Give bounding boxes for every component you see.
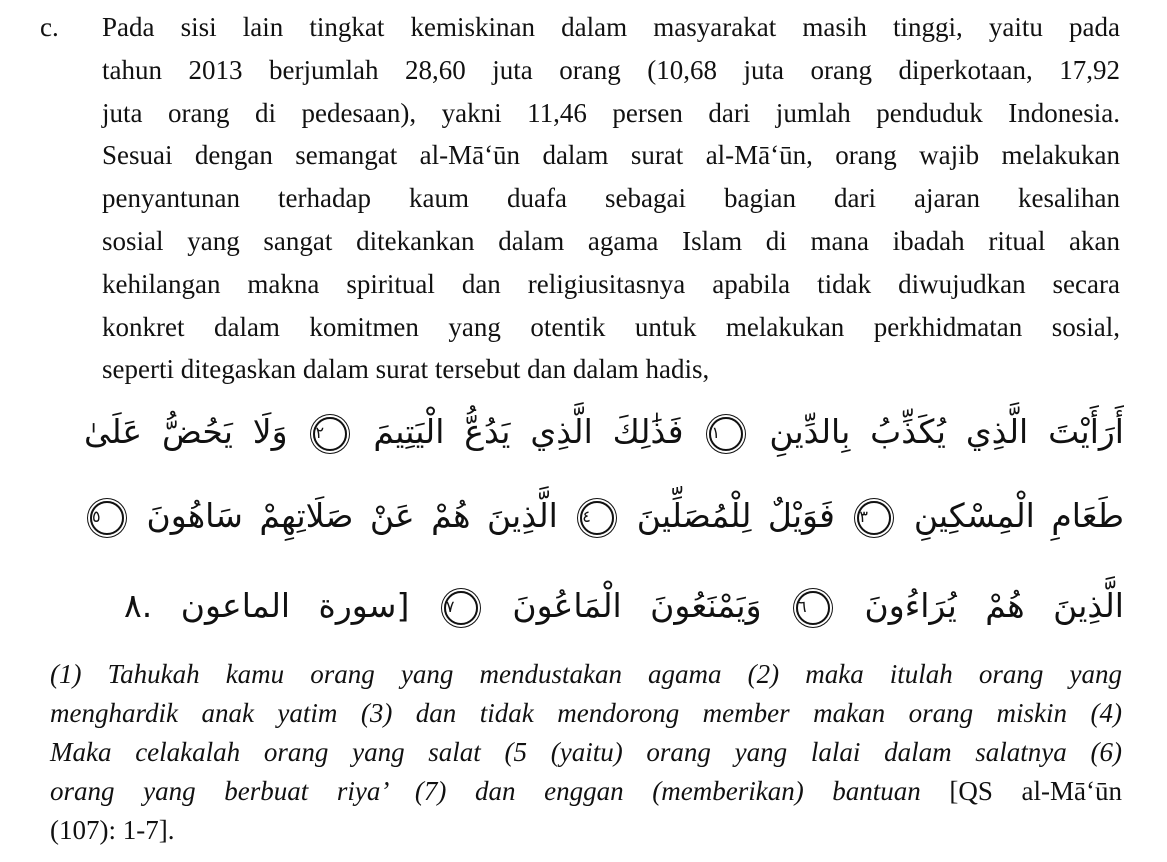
arabic-verse-text: طَعَامِ الْمِسْكِينِ [913, 496, 1124, 535]
translation-line: (1) Tahukah kamu orang yang mendustakan agama (2) maka itulah orang yang [50, 659, 1122, 689]
arabic-verse-text: الَّذِينَ هُمْ يُرَاءُونَ [864, 586, 1124, 625]
ayah-number-marker: ٧ [444, 591, 478, 625]
translation-line: Maka celakalah orang yang salat (5 (yaitu) orang yang lalai dalam salatnya (6) [50, 737, 1122, 767]
citation-reference: (107): 1-7]. [50, 815, 175, 845]
quran-verse-row [124, 566, 1124, 646]
ayah-number-marker: ٥ [90, 501, 124, 535]
arabic-verse-text: أَرَأَيْتَ الَّذِي يُكَذِّبُ بِالدِّينِ [769, 412, 1124, 451]
arabic-verse-text: الَّذِينَ هُمْ عَنْ صَلَاتِهِمْ سَاهُونَ [146, 496, 558, 535]
ayah-number-marker: ٣ [857, 501, 891, 535]
arabic-verse-text: فَذَٰلِكَ الَّذِي يَدُعُّ الْيَتِيمَ [373, 412, 684, 451]
list-item-marker: c. [40, 12, 59, 42]
ayah-number-marker: ٦ [796, 591, 830, 625]
translation-paragraph [50, 655, 1122, 850]
translation-line-text: orang yang berbuat riya’ (7) dan enggan (memberikan) bantuan [50, 776, 921, 806]
paragraph-line: Sesuai dengan semangat al-Mā‘ūn dalam surat al-Mā‘ūn, orang wajib melakukan [102, 140, 1120, 171]
translation-line [50, 772, 1122, 811]
paragraph-line: sosial yang sangat ditekankan dalam agama Islam di mana ibadah ritual akan [102, 225, 1120, 256]
paragraph-line: tahun 2013 berjumlah 28,60 juta orang (10,68 juta orang diperkotaan, 17,92 [102, 54, 1120, 85]
arabic-verse-text: فَوَيْلٌ لِلْمُصَلِّينَ [636, 496, 835, 535]
translation-line: menghardik anak yatim (3) dan tidak mendorong member makan orang miskin (4) [50, 698, 1122, 728]
body-paragraph [102, 6, 1120, 391]
surah-citation-arabic: [سورة الماعون .٨ [124, 586, 410, 625]
paragraph-line: penyantunan terhadap kaum duafa sebagai bagian dari ajaran kesalihan [102, 183, 1120, 214]
paragraph-line: kehilangan makna spiritual dan religiusitasnya apabila tidak diwujudkan secara [102, 268, 1120, 299]
ayah-number-marker: ١ [709, 417, 743, 451]
quran-verse-row [84, 392, 1124, 472]
citation-reference: [QS al-Mā‘ūn [949, 776, 1123, 806]
arabic-verse-text: وَيَمْنَعُونَ الْمَاعُونَ [512, 586, 762, 625]
paragraph-line: seperti ditegaskan dalam surat tersebut dan dalam hadis, [102, 354, 710, 385]
arabic-verse-text: وَلَا يَحُضُّ عَلَىٰ [84, 412, 288, 451]
ayah-number-marker: ٢ [313, 417, 347, 451]
ayah-number-marker: ٤ [580, 501, 614, 535]
quran-verse-row [84, 476, 1124, 556]
paragraph-line: konkret dalam komitmen yang otentik untuk melakukan perkhidmatan sosial, [102, 311, 1120, 342]
paragraph-line: Pada sisi lain tingkat kemiskinan dalam masyarakat masih tinggi, yaitu pada [102, 12, 1120, 42]
paragraph-line: juta orang di pedesaan), yakni 11,46 persen dari jumlah penduduk Indonesia. [102, 97, 1120, 128]
